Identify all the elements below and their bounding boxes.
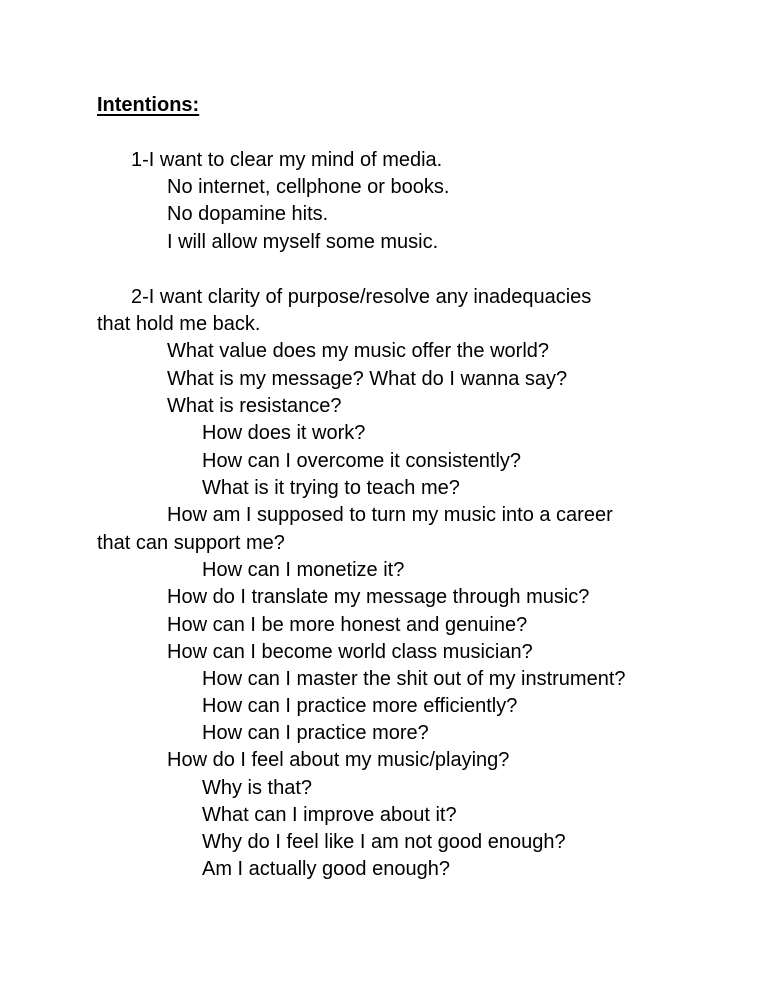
question-line: How can I become world class musician?	[167, 641, 533, 663]
question-line-continued: that can support me?	[97, 532, 285, 554]
sub-question-line: How can I practice more?	[202, 722, 429, 744]
question-line: What is my message? What do I wanna say?	[167, 368, 568, 390]
sub-question-line: Why do I feel like I am not good enough?	[202, 831, 566, 853]
intention-1-detail: No internet, cellphone or books.	[167, 176, 450, 198]
sub-question-line: How does it work?	[202, 422, 366, 444]
sub-question-line: What is it trying to teach me?	[202, 477, 460, 499]
sub-question-line: How can I practice more efficiently?	[202, 695, 518, 717]
sub-question-line: How can I overcome it consistently?	[202, 450, 522, 472]
intention-2-text-continued: that hold me back.	[97, 313, 261, 335]
sub-question-line: Am I actually good enough?	[202, 858, 450, 880]
question-line: How do I translate my message through music?	[167, 586, 590, 608]
question-line: How can I be more honest and genuine?	[167, 614, 528, 636]
intention-2-text: 2-I want clarity of purpose/resolve any inadequacies	[131, 286, 592, 308]
intention-1-text: 1-I want to clear my mind of media.	[131, 149, 443, 171]
intention-1-detail: No dopamine hits.	[167, 203, 329, 225]
sub-question-line: Why is that?	[202, 777, 313, 799]
question-line: What value does my music offer the world?	[167, 340, 550, 362]
question-line: How do I feel about my music/playing?	[167, 749, 510, 771]
question-line: What is resistance?	[167, 395, 342, 417]
intention-1-detail: I will allow myself some music.	[167, 231, 439, 253]
sub-question-line: How can I master the shit out of my instrument?	[202, 668, 626, 690]
sub-question-line: How can I monetize it?	[202, 559, 405, 581]
intentions-heading: Intentions:	[97, 94, 200, 116]
sub-question-line: What can I improve about it?	[202, 804, 457, 826]
question-line: How am I supposed to turn my music into a career	[167, 504, 613, 526]
